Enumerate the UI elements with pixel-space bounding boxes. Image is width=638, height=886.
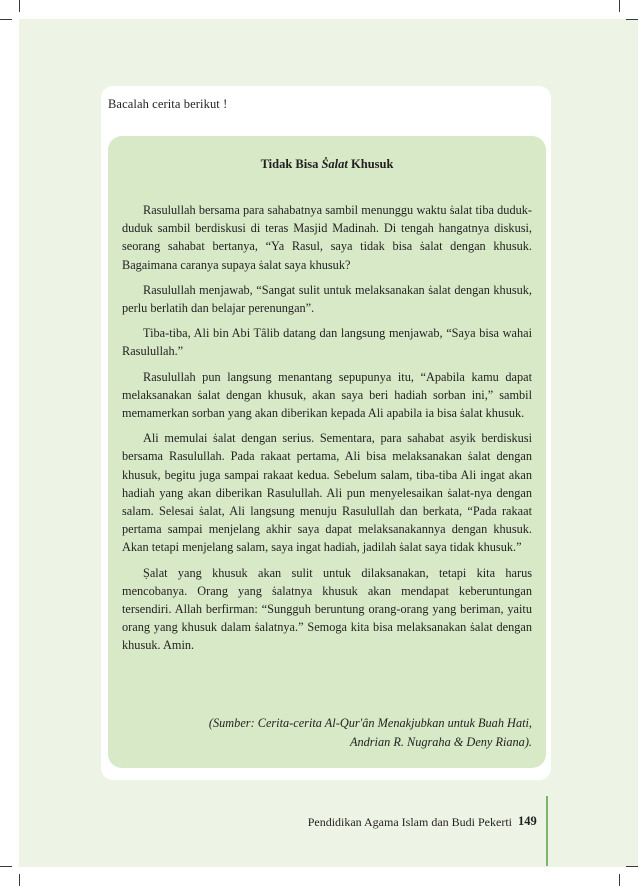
title-part-1: Tidak Bisa <box>260 157 322 171</box>
intro-instruction: Bacalah cerita berikut ! <box>108 97 228 111</box>
crop-mark-bottom-right-h <box>626 866 638 867</box>
crop-mark-top-right-h <box>626 19 638 20</box>
story-paragraph: Rasulullah menjawab, “Sangat sulit untuk melaksanakan ṡalat dengan khusuk, perlu berlatih dan belajar perenungan”. <box>122 282 532 316</box>
source-line-2: Andrian R. Nugraha & Deny Riana). <box>349 734 532 749</box>
source-citation <box>160 714 532 751</box>
crop-mark-bottom-left-v <box>19 874 20 886</box>
source-line-1: (Sumber: Cerita-cerita Al-Qur'ân Menakjubkan untuk Buah Hati, <box>208 716 532 730</box>
page-number: 149 <box>518 814 537 828</box>
title-part-2: Khusuk <box>347 157 394 171</box>
crop-mark-top-right-v <box>619 0 620 12</box>
footer-divider <box>546 796 548 866</box>
story-paragraph: Ali memulai ṡalat dengan serius. Sementara, para sahabat asyik berdiskusi bersama Rasulullah. Pada rakaat pertama, Ali bisa melaksanakan ṡalat dengan khusuk, begitu juga sampai rakaat kedua. Sebelum salam, tiba-tiba Ali ingat akan hadiah yang akan diberikan Rasulullah. Ali pun menyelesaikan ṡalat-nya dengan salam. Selesai ṡalat, Ali langsung menuju Rasulullah dan berkata, “Pada rakaat pertama sampai menjelang akhir saya dapat melaksanakannya dengan khusuk. Akan tetapi menjelang salam, saya ingat hadiah, jadilah ṡalat saya tidak khusuk.” <box>122 431 532 555</box>
footer-book-title: Pendidikan Agama Islam dan Budi Pekerti <box>307 815 512 829</box>
story-paragraph: Rasulullah bersama para sahabatnya sambil menunggu waktu ṡalat tiba duduk-duduk sambil berdiskusi di teras Masjid Madinah. Di tengah hangatnya diskusi, seorang sahabat bertanya, “Ya Rasul, saya tidak bisa ṡalat dengan khusuk. Bagaimana caranya supaya ṡalat saya khusuk? <box>122 203 532 272</box>
story-paragraph: Rasulullah pun langsung menantang sepupunya itu, “Apabila kamu dapat melaksanakan ṡalat dengan khusuk, akan saya beri hadiah sorban ini,” sambil memamerkan sorban yang akan diberikan kepada Ali apabila ia bisa ṡalat khusuk. <box>122 369 532 421</box>
story-body <box>122 201 532 662</box>
story-paragraph: Ṣalat yang khusuk akan sulit untuk dilaksanakan, tetapi kita harus mencobanya. Orang yang ṡalatnya khusuk akan mendapat keberuntungan tersendiri. Allah berfirman: “Sungguh beruntung orang-orang yang beriman, yaitu orang yang khusuk dalam ṡalatnya.” Semoga kita bisa melaksanakan ṡalat dengan khusuk. Amin. <box>122 565 532 653</box>
crop-mark-bottom-left-h <box>0 866 12 867</box>
title-italic: Ṡalat <box>321 157 348 171</box>
story-paragraph: Tiba-tiba, Ali bin Abi Tâlib datang dan langsung menjawab, “Saya bisa wahai Rasulullah.” <box>122 326 532 359</box>
crop-mark-bottom-right-v <box>619 874 620 886</box>
crop-mark-top-left-v <box>19 0 20 12</box>
crop-mark-top-left-h <box>0 19 12 20</box>
story-title <box>108 157 546 172</box>
